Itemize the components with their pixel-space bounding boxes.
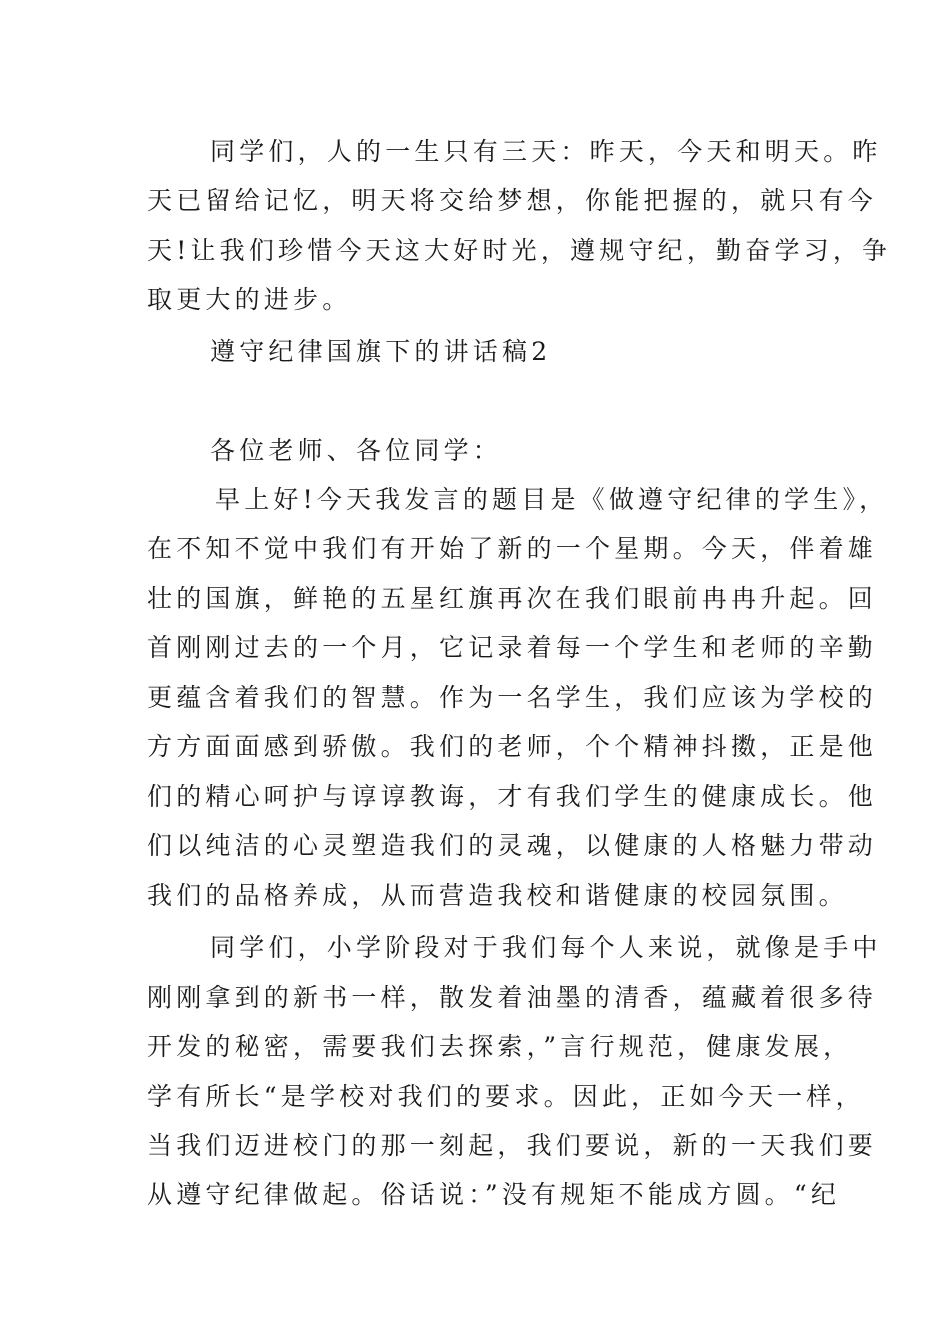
paragraph-2-line-5: 更蕴含着我们的智慧。作为一名学生，我们应该为学校的: [147, 683, 878, 712]
salutation: 各位老师、各位同学：: [210, 436, 503, 465]
paragraph-1-line-2: 天已留给记忆，明天将交给梦想，你能把握的，就只有今: [147, 186, 878, 215]
paragraph-2-line-7: 们的精心呵护与谆谆教诲，才有我们学生的健康成长。他: [147, 782, 878, 811]
paragraph-2-line-6: 方方面面感到骄傲。我们的老师，个个精神抖擞，正是他: [147, 732, 878, 761]
paragraph-2-line-2: 在不知不觉中我们有开始了新的一个星期。今天，伴着雄: [147, 534, 878, 563]
section-title: 遵守纪律国旗下的讲话稿2: [210, 337, 552, 366]
paragraph-1-line-4: 取更大的进步。: [147, 285, 352, 314]
paragraph-3-line-2: 刚刚拿到的新书一样，散发着油墨的清香，蕴藏着很多待: [147, 983, 878, 1012]
paragraph-1-line-1: 同学们，人的一生只有三天：昨天，今天和明天。昨: [210, 137, 882, 166]
paragraph-3-line-1: 同学们，小学阶段对于我们每个人来说，就像是手中: [210, 933, 882, 962]
paragraph-2-line-3: 壮的国旗，鲜艳的五星红旗再次在我们眼前冉冉升起。回: [147, 584, 878, 613]
paragraph-2-line-1: 早上好!今天我发言的题目是《做遵守纪律的学生》，: [215, 485, 889, 514]
paragraph-3-line-4: 学有所长“是学校对我们的要求。因此，正如今天一样，: [147, 1082, 865, 1111]
paragraph-2-line-8: 们以纯洁的心灵塑造我们的灵魂，以健康的人格魅力带动: [147, 831, 878, 860]
paragraph-3-line-5: 当我们迈进校门的那一刻起，我们要说，新的一天我们要: [147, 1131, 878, 1160]
paragraph-3-line-3: 开发的秘密，需要我们去探索，”言行规范，健康发展，: [147, 1032, 853, 1061]
paragraph-2-line-9: 我们的品格养成，从而营造我校和谐健康的校园氛围。: [147, 881, 848, 910]
paragraph-1-line-3: 天!让我们珍惜今天这大好时光，遵规守纪，勤奋学习，争: [147, 236, 892, 265]
paragraph-3-line-6: 从遵守纪律做起。俗话说：”没有规矩不能成方圆。“纪: [147, 1180, 841, 1209]
paragraph-2-line-4: 首刚刚过去的一个月，它记录着每一个学生和老师的辛勤: [147, 633, 878, 662]
